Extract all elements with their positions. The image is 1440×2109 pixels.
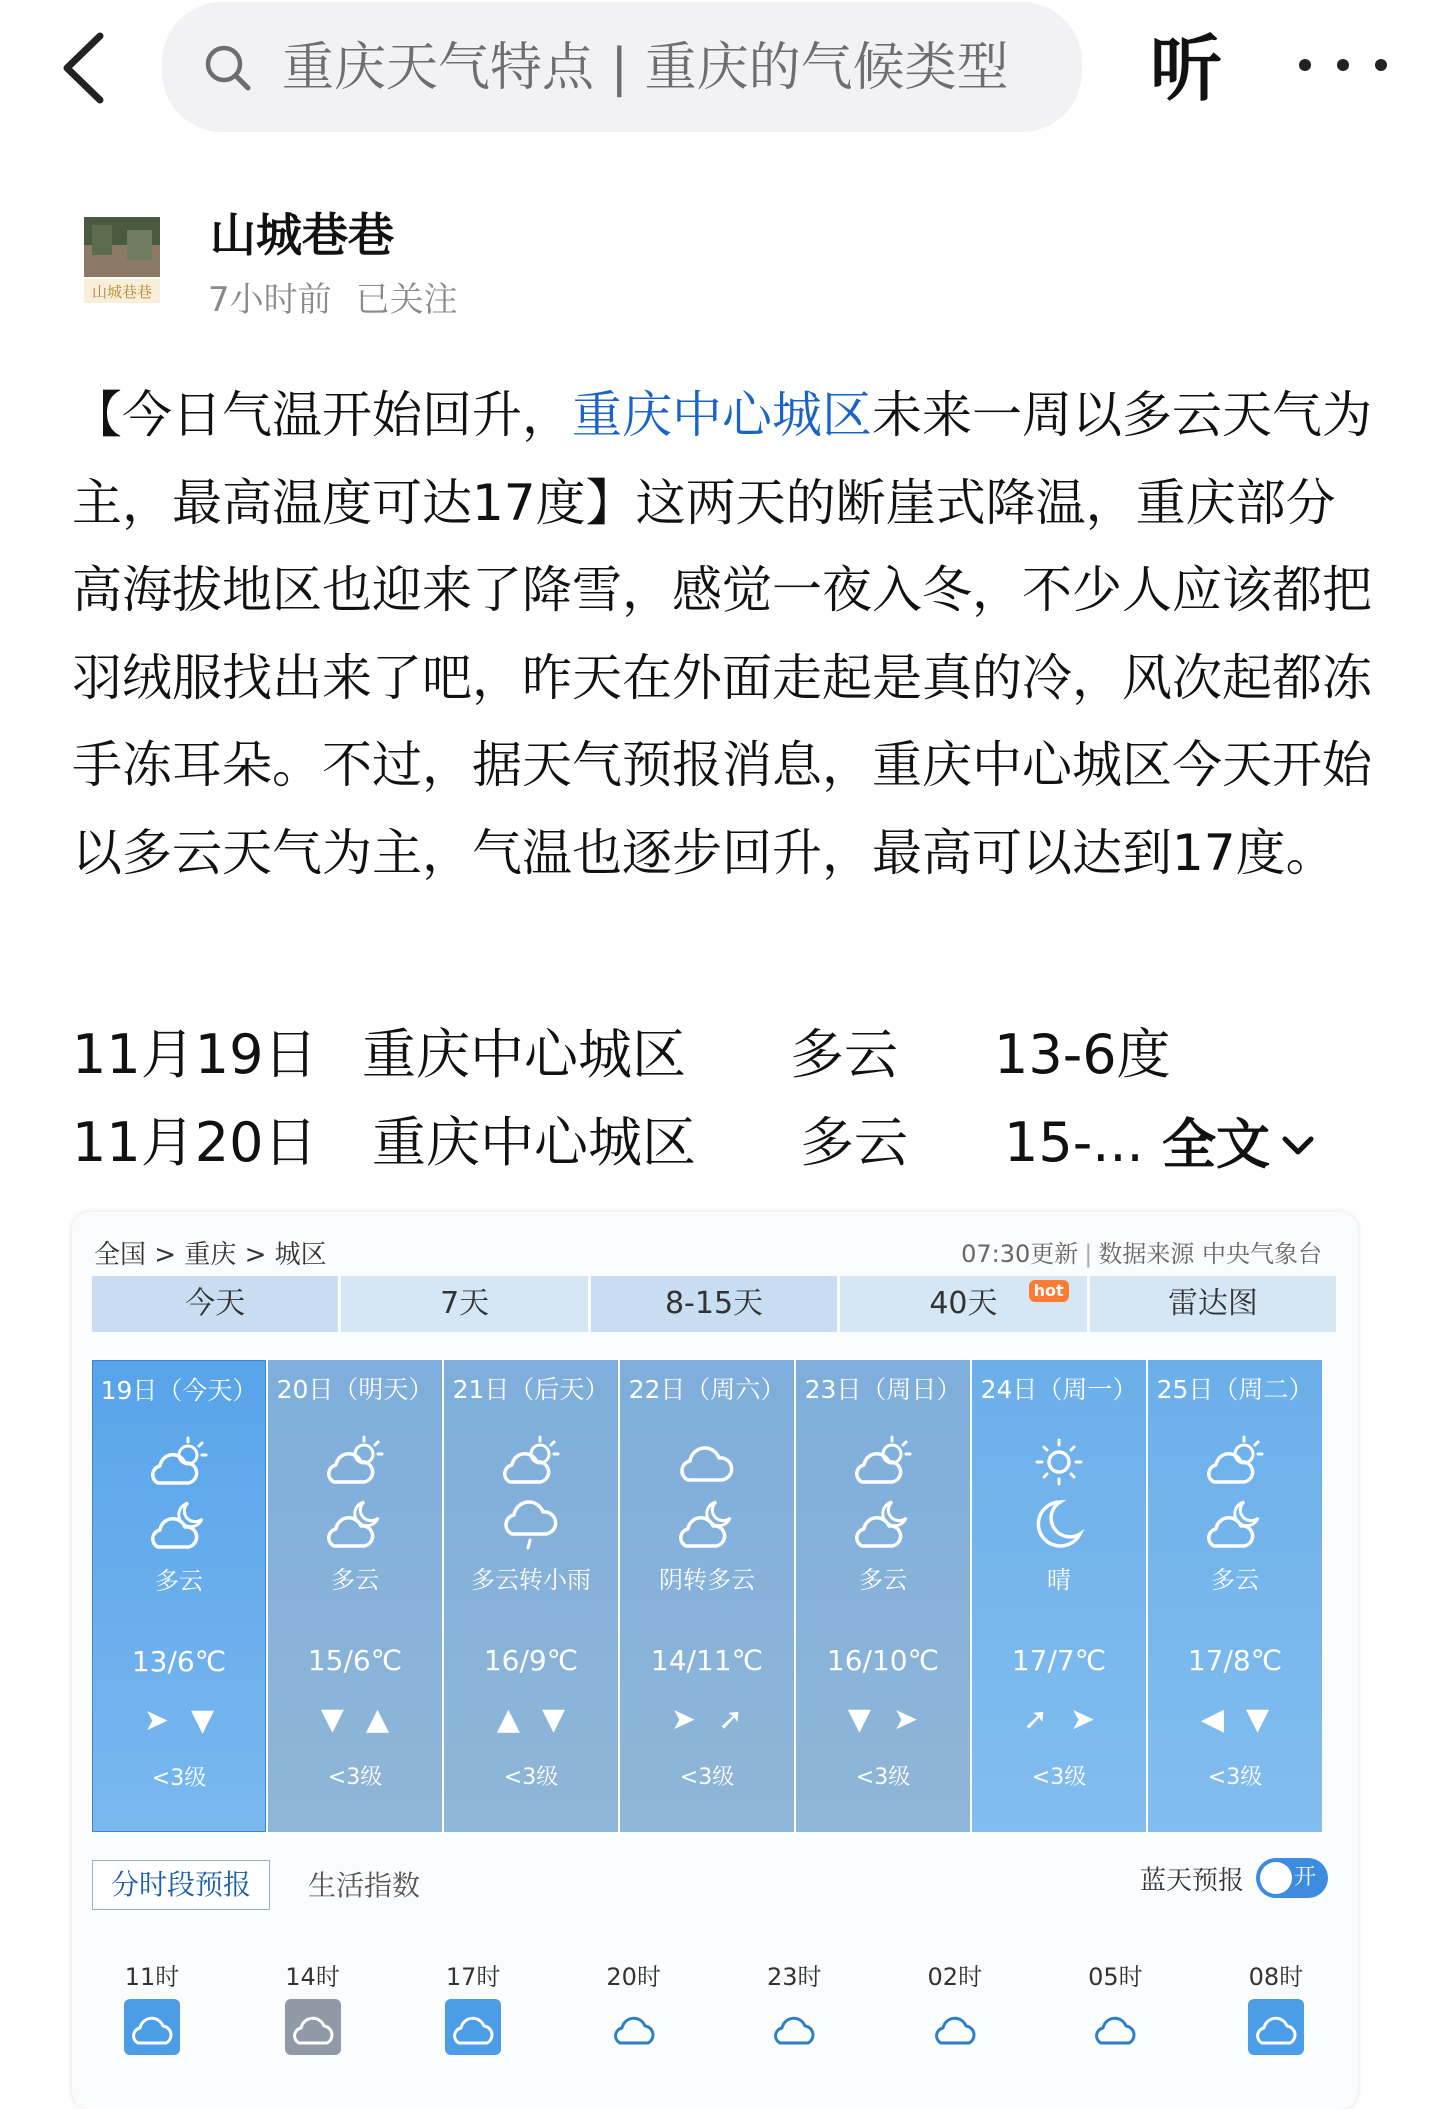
hour-label: 11时 <box>124 1963 180 1991</box>
data-source: 数据来源 中央气象台 <box>1098 1240 1322 1268</box>
hourly-strip <box>92 1957 1336 2097</box>
chevron-down-icon <box>1280 1133 1316 1157</box>
day-column[interactable] <box>796 1360 970 1832</box>
tab-40days-label: 40天 <box>929 1286 998 1321</box>
hour-label: 14时 <box>285 1963 340 1991</box>
hour-item <box>413 1957 533 2097</box>
wind-level: <3级 <box>1207 1765 1263 1790</box>
wind-direction-icon: ▲▼ <box>496 1702 588 1737</box>
day-column[interactable] <box>1148 1360 1322 1832</box>
day-temperature: 17/7℃ <box>1011 1644 1107 1677</box>
cloud-sun-icon <box>144 1433 214 1493</box>
row-weather: 多云 <box>790 1023 898 1086</box>
wind-level: <3级 <box>503 1765 559 1790</box>
day-temperature: 13/6℃ <box>131 1645 227 1678</box>
blue-sky-label: 蓝天预报 <box>1139 1865 1244 1896</box>
day-condition: 多云 <box>331 1566 379 1594</box>
day-column[interactable] <box>92 1360 266 1832</box>
article-intro: 【今日气温开始回升， <box>72 386 572 444</box>
day-label: 24日（周一） <box>980 1375 1138 1404</box>
hour-weather-icon <box>285 1999 341 2055</box>
hour-item <box>253 1957 373 2097</box>
toggle-label: 开 <box>1293 1865 1316 1890</box>
more-button[interactable] <box>1290 40 1400 90</box>
tab-radar[interactable]: 雷达图 <box>1090 1276 1336 1332</box>
chevron-left-icon <box>55 30 115 105</box>
life-index-tab[interactable]: 生活指数 <box>308 1869 421 1902</box>
day-temperature: 14/11℃ <box>650 1644 764 1677</box>
top-bar <box>0 0 1440 140</box>
more-dots-icon <box>1290 40 1400 90</box>
day-condition: 多云转小雨 <box>471 1566 591 1594</box>
author-avatar[interactable] <box>82 215 162 315</box>
tab-today[interactable]: 今天 <box>92 1276 338 1332</box>
avatar-logo-icon <box>82 215 162 315</box>
wind-direction-icon: ▼➤ <box>847 1702 941 1737</box>
row-area: 重庆中心城区 <box>362 1023 686 1086</box>
day-temperature: 17/8℃ <box>1187 1644 1283 1677</box>
hour-item <box>92 1957 212 2097</box>
hour-item <box>895 1957 1015 2097</box>
cloud-icon <box>672 1432 742 1492</box>
hour-weather-icon <box>606 1999 662 2055</box>
hourly-forecast-tab[interactable]: 分时段预报 <box>92 1860 270 1910</box>
wind-direction-icon: ➤▼ <box>143 1703 237 1738</box>
day-label: 22日（周六） <box>628 1375 786 1404</box>
search-icon <box>202 42 254 94</box>
hour-label: 23时 <box>766 1963 822 1991</box>
hour-label: 02时 <box>927 1963 983 1991</box>
cloud-moon-icon <box>320 1494 390 1554</box>
day-condition: 多云 <box>155 1567 203 1595</box>
day-condition: 晴 <box>1047 1566 1071 1594</box>
row-area: 重庆中心城区 <box>372 1111 696 1174</box>
cloud-sun-icon <box>1200 1432 1270 1492</box>
follow-status[interactable]: 已关注 <box>355 280 458 320</box>
hour-weather-icon <box>927 1999 983 2055</box>
author-name[interactable]: 山城巷巷 <box>210 208 394 262</box>
day-label: 23日（周日） <box>804 1375 962 1404</box>
row-weather: 多云 <box>800 1111 908 1174</box>
day-condition: 阴转多云 <box>659 1566 755 1594</box>
post-time: 7小时前 <box>208 280 332 320</box>
tab-40days[interactable] <box>840 1276 1086 1332</box>
row-temp: 15-... <box>1004 1111 1144 1174</box>
tab-8-15days[interactable]: 8-15天 <box>591 1276 837 1332</box>
cloud-sun-icon <box>496 1432 566 1492</box>
cloud-sun-icon <box>320 1432 390 1492</box>
hour-item <box>734 1957 854 2097</box>
wind-level: <3级 <box>1031 1765 1087 1790</box>
article-text: 未来一周以多云天气为主，最高温度可达17度】这两天的断崖式降温，重庆部分高海拔地区也迎来了降雪，感觉一夜入冬，不少人应该都把羽绒服找出来了吧，昨天在外面走起是真的冷，风次起都冻手冻耳朵。不过，据天气预报消息，重庆中心城区今天开始以多云天气为主，气温也逐步回升，最高可以达到17度。 <box>72 386 1372 882</box>
weather-screenshot-card[interactable] <box>72 1212 1358 2109</box>
day-label: 20日（明天） <box>276 1375 434 1404</box>
search-query-text: 重庆天气特点 | 重庆的气候类型 <box>282 38 1009 98</box>
day-temperature: 15/6℃ <box>307 1644 403 1677</box>
day-column[interactable] <box>268 1360 442 1832</box>
cloud-moon-icon <box>1200 1494 1270 1554</box>
day-condition: 多云 <box>1211 1566 1259 1594</box>
wind-level: <3级 <box>327 1765 383 1790</box>
wind-direction-icon: ➚➤ <box>1022 1702 1118 1737</box>
moon-icon <box>1024 1494 1094 1554</box>
hour-item <box>574 1957 694 2097</box>
forecast-tabs <box>92 1276 1336 1332</box>
day-column[interactable] <box>972 1360 1146 1832</box>
blue-sky-forecast <box>1140 1858 1328 1898</box>
hour-item <box>1055 1957 1175 2097</box>
hot-badge: hot <box>1029 1280 1069 1302</box>
expand-full-text-button[interactable] <box>1162 1110 1316 1180</box>
wind-direction-icon: ➤➚ <box>670 1702 766 1737</box>
search-input[interactable] <box>162 2 1082 132</box>
day-column[interactable] <box>620 1360 794 1832</box>
toggle-knob <box>1260 1862 1292 1894</box>
wind-direction-icon: ▼▲ <box>320 1702 412 1737</box>
update-info: 07:30更新 | 数据来源 中央气象台 <box>961 1240 1322 1268</box>
hour-weather-icon <box>1087 1999 1143 2055</box>
tab-7days[interactable]: 7天 <box>341 1276 587 1332</box>
row-temp: 13-6度 <box>994 1023 1171 1086</box>
wind-level: <3级 <box>151 1766 207 1791</box>
sun-icon <box>1024 1432 1094 1492</box>
cloud-moon-icon <box>672 1494 742 1554</box>
cloud-sun-icon <box>848 1432 918 1492</box>
cloud-moon-icon <box>144 1495 214 1555</box>
row-date: 11月20日 <box>72 1111 318 1174</box>
day-label: 21日（后天） <box>452 1375 610 1404</box>
hour-label: 08时 <box>1248 1963 1304 1991</box>
post-meta <box>208 275 482 325</box>
hour-weather-icon <box>124 1999 180 2055</box>
hour-weather-icon <box>1248 1999 1304 2055</box>
rain-icon <box>496 1494 566 1554</box>
area-link[interactable]: 重庆中心城区 <box>572 386 872 444</box>
breadcrumb: 全国 > 重庆 > 城区 <box>94 1240 327 1270</box>
full-text-label: 全文 <box>1162 1113 1270 1176</box>
hour-weather-icon <box>766 1999 822 2055</box>
back-button[interactable] <box>55 30 115 105</box>
hour-label: 05时 <box>1088 1963 1143 1991</box>
wind-level: <3级 <box>679 1765 735 1790</box>
day-temperature: 16/9℃ <box>483 1644 579 1677</box>
day-label: 19日（今天） <box>100 1376 258 1405</box>
day-label: 25日（周二） <box>1156 1375 1314 1404</box>
hour-label: 17时 <box>445 1963 501 1991</box>
hour-label: 20时 <box>606 1963 661 1991</box>
day-column[interactable] <box>444 1360 618 1832</box>
blue-sky-toggle[interactable] <box>1256 1858 1328 1898</box>
day-temperature: 16/10℃ <box>826 1644 940 1677</box>
update-time: 07:30更新 <box>961 1240 1079 1268</box>
cloud-moon-icon <box>848 1494 918 1554</box>
row-date: 11月19日 <box>72 1023 318 1086</box>
article-body <box>72 372 1372 897</box>
hour-weather-icon <box>445 1999 501 2055</box>
listen-button[interactable]: 听 <box>1150 27 1223 111</box>
svg-text:山城巷巷: 山城巷巷 <box>91 283 153 301</box>
daily-forecast <box>92 1360 1336 1832</box>
hour-item <box>1216 1957 1336 2097</box>
wind-direction-icon: ◀▼ <box>1200 1702 1292 1737</box>
wind-level: <3级 <box>855 1765 911 1790</box>
day-condition: 多云 <box>859 1566 907 1594</box>
